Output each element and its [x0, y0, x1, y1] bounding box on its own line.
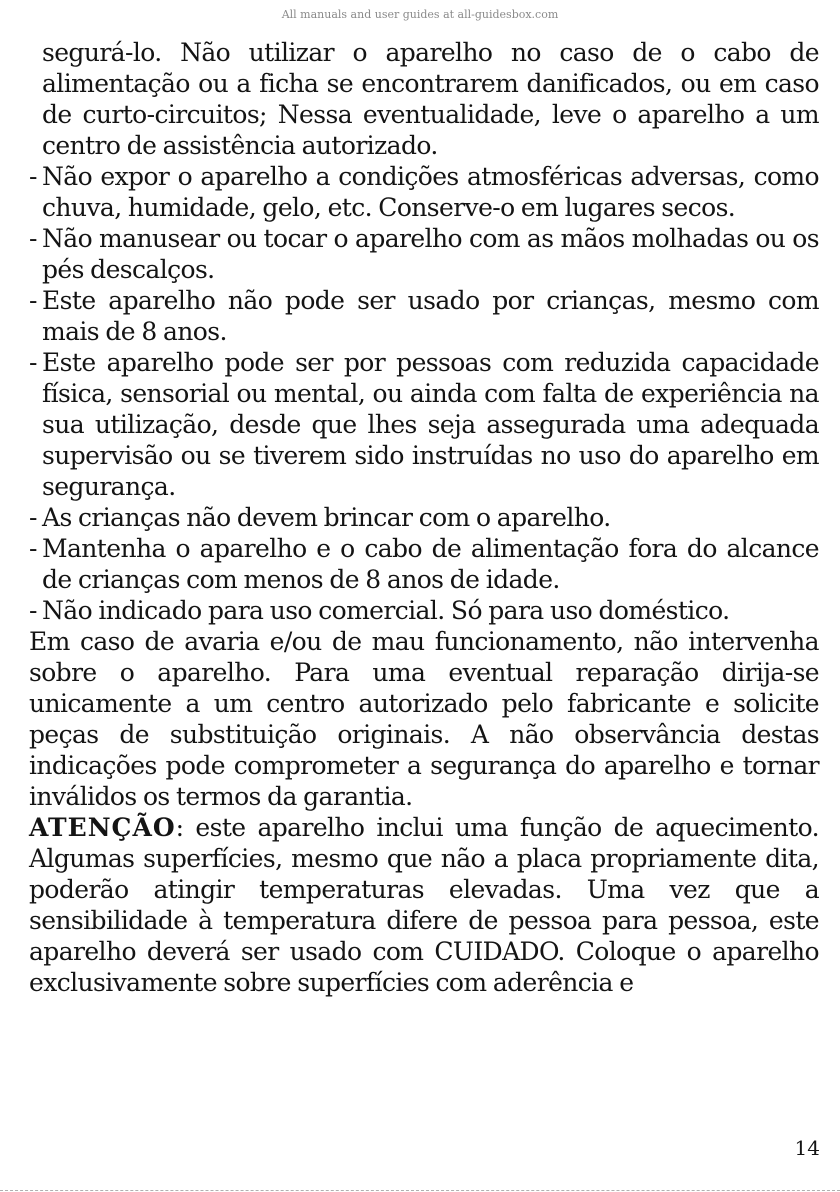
list-item-text: Não indicado para uso comercial. Só para uso doméstico.	[42, 596, 730, 625]
page-bottom-rule	[0, 1190, 840, 1191]
bullet-dash: -	[29, 596, 37, 625]
bullet-dash: -	[29, 224, 37, 253]
page-header: All manuals and user guides at all-guidesbox.com	[281, 8, 559, 21]
list-item	[29, 595, 819, 626]
bullet-dash: -	[29, 162, 37, 191]
bullet-list	[29, 161, 819, 626]
continued-paragraph: segurá-lo. Não utilizar o aparelho no caso de o cabo de alimentação ou a ficha se encontrarem danificados, ou em caso de curto-circuitos; Nessa eventualidade, leve o aparelho a um centro de assistência autorizado.	[42, 38, 819, 160]
list-item	[29, 502, 819, 533]
warning-paragraph	[29, 812, 819, 998]
list-item	[29, 533, 819, 595]
list-item-text: Não manusear ou tocar o aparelho com as mãos molhadas ou os pés descalços.	[42, 224, 819, 284]
list-item-text: As crianças não devem brincar com o aparelho.	[42, 503, 611, 532]
bullet-dash: -	[29, 348, 37, 377]
list-item	[29, 347, 819, 502]
list-item-text: Este aparelho pode ser por pessoas com reduzida capacidade física, sensorial ou mental, ou ainda com falta de experiência na sua utilização, desde que lhes seja assegurada uma adequada supervisão ou se tiverem sido instruídas no uso do aparelho em segurança.	[42, 348, 819, 501]
page-number: 14	[794, 1136, 820, 1160]
list-item	[29, 285, 819, 347]
list-item	[29, 223, 819, 285]
warning-text: : este aparelho inclui uma função de aquecimento. Algumas superfícies, mesmo que não a placa propriamente dita, poderão atingir temperaturas elevadas. Uma vez que a sensibilidade à temperatura difere de pessoa para pessoa, este aparelho deverá ser usado com CUIDADO. Coloque o aparelho exclusivamente sobre superfícies com aderência e	[29, 813, 819, 997]
bullet-dash: -	[29, 286, 37, 315]
list-item	[29, 161, 819, 223]
bullet-dash: -	[29, 534, 37, 563]
list-item-text: Não expor o aparelho a condições atmosféricas adversas, como chuva, humidade, gelo, etc. Conserve-o em lugares secos.	[42, 162, 819, 222]
manual-body	[29, 37, 819, 998]
bullet-dash: -	[29, 503, 37, 532]
repair-paragraph: Em caso de avaria e/ou de mau funcionamento, não intervenha sobre o aparelho. Para uma eventual reparação dirija-se unicamente a um centro autorizado pelo fabricante e solicite peças de substituição originais. A não observância destas indicações pode comprometer a segurança do aparelho e tornar inválidos os termos da garantia.	[29, 627, 819, 811]
list-item-text: Mantenha o aparelho e o cabo de alimentação fora do alcance de crianças com menos de 8 anos de idade.	[42, 534, 819, 594]
warning-label: ATENÇÃO	[29, 813, 176, 842]
list-item-text: Este aparelho não pode ser usado por crianças, mesmo com mais de 8 anos.	[42, 286, 819, 346]
